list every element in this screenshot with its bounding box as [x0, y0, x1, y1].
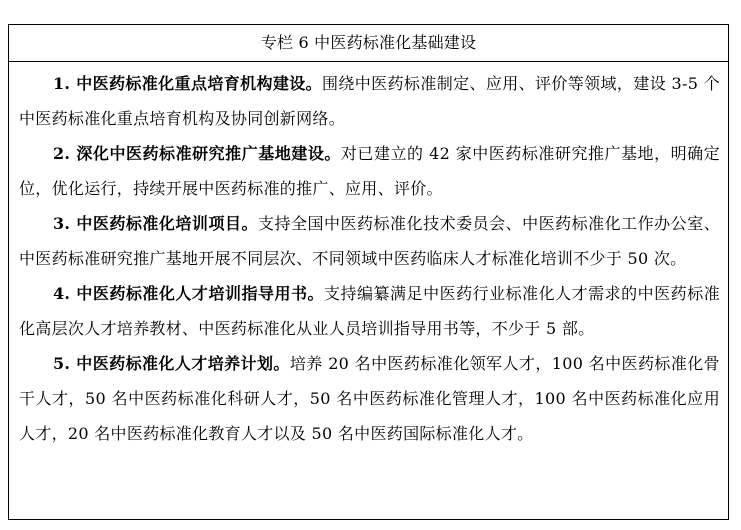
column-title: 专栏 6 中医药标准化基础建设 — [9, 25, 728, 62]
column-item-5 — [19, 346, 720, 451]
item-heading: 4. 中医药标准化人才培训指导用书。 — [53, 284, 325, 303]
column-item-4 — [19, 276, 720, 346]
column-body — [9, 62, 728, 451]
item-heading: 2. 深化中医药标准研究推广基地建设。 — [53, 144, 341, 163]
item-heading: 3. 中医药标准化培训项目。 — [53, 214, 258, 233]
column-item-1 — [19, 66, 720, 136]
item-heading: 5. 中医药标准化人才培养计划。 — [53, 354, 290, 373]
item-heading: 1. 中医药标准化重点培育机构建设。 — [53, 74, 323, 93]
column-item-2 — [19, 136, 720, 206]
item-text: 围绕中医药标准制定、应用、评价等领域，建设 3-5 个中医药标准化重点培育机构及协同创新网络。 — [19, 74, 720, 128]
item-text: 培养 20 名中医药标准化领军人才，100 名中医药标准化骨干人才，50 名中医药标准化科研人才，50 名中医药标准化管理人才，100 名中医药标准化应用人才，20 名中医药标准化教育人才以及 50 名中医药国际标准化人才。 — [19, 354, 720, 443]
item-text: 支持编纂满足中医药行业标准化人才需求的中医药标准化高层次人才培养教材、中医药标准化从业人员培训指导用书等，不少于 5 部。 — [19, 284, 720, 338]
item-text: 对已建立的 42 家中医药标准研究推广基地，明确定位，优化运行，持续开展中医药标准的推广、应用、评价。 — [19, 144, 720, 198]
column-item-3 — [19, 206, 720, 276]
column-box — [8, 24, 729, 520]
item-text: 支持全国中医药标准化技术委员会、中医药标准化工作办公室、中医药标准研究推广基地开展不同层次、不同领域中医药临床人才标准化培训不少于 50 次。 — [19, 214, 720, 268]
